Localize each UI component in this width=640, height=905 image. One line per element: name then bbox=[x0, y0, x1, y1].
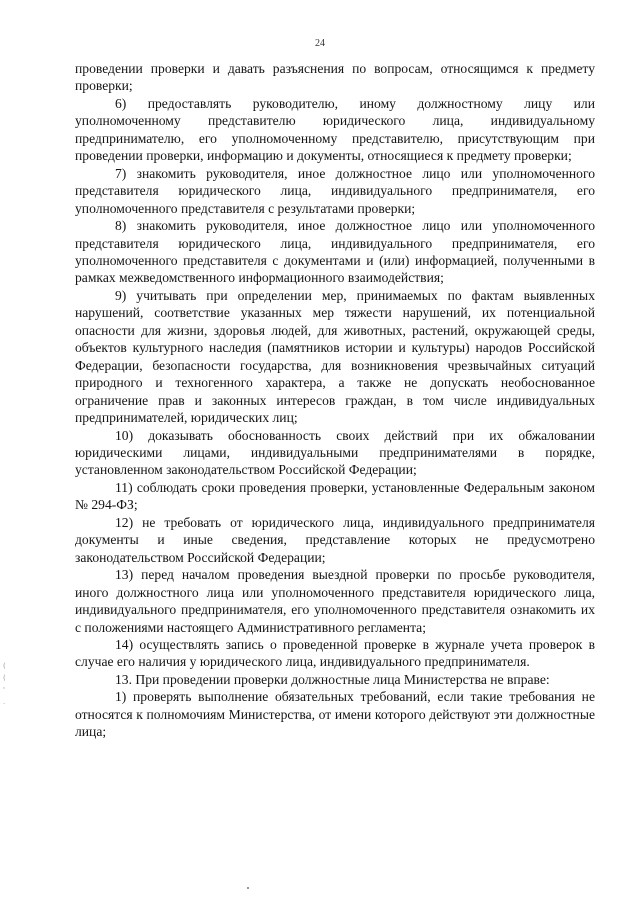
document-body bbox=[75, 60, 595, 741]
paragraph-item-9: 9) учитывать при определении мер, принимаемых по фактам выявленных нарушений, соответствие указанных мер тяжести нарушений, их потенциальной опасности для жизни, здоровья людей, для животных, растений, окружающей среды, объектов культурного наследия (памятников истории и культуры) народов Российской Федерации, безопасности государства, для возникновения чрезвычайных ситуаций природного и техногенного характера, а также не допускать необоснованное ограничение прав и законных интересов граждан, в том числе индивидуальных предпринимателей, юридических лиц; bbox=[75, 287, 595, 426]
edge-mark: . bbox=[3, 698, 6, 706]
edge-mark: ' bbox=[3, 686, 5, 694]
paragraph-item-6: 6) предоставлять руководителю, иному должностному лицу или уполномоченному представителю юридического лица, индивидуальному предпринимателю, его уполномоченному представителю, присутствующим при проведении проверки, информацию и документы, относящиеся к предмету проверки; bbox=[75, 95, 595, 164]
edge-mark: ( bbox=[3, 662, 6, 670]
page-number: 24 bbox=[315, 38, 325, 49]
paragraph-item-7: 7) знакомить руководителя, иное должностное лицо или уполномоченного представителя юридического лица, индивидуального предпринимателя, его уполномоченного представителя с результатами проверки; bbox=[75, 165, 595, 216]
paragraph-continuation: проведении проверки и давать разъяснения по вопросам, относящимся к предмету проверки; bbox=[75, 61, 595, 94]
paragraph-section-13: 13. При проведении проверки должностные лица Министерства не вправе: bbox=[115, 671, 550, 687]
paragraph-item-8: 8) знакомить руководителя, иное должностное лицо или уполномоченного представителя юридического лица, индивидуального предпринимателя, его уполномоченного представителя с документами и (или) информацией, полученными в рамках межведомственного информационного взаимодействия; bbox=[75, 218, 595, 286]
paragraph-subitem-1: 1) проверять выполнение обязательных требований, если такие требования не относятся к полномочиям Министерства, от имени которого действуют эти должностные лица; bbox=[75, 689, 595, 740]
scan-speck bbox=[247, 887, 249, 889]
paragraph-item-13: 13) перед началом проведения выездной проверки по просьбе руководителя, иного должностного лица или уполномоченного представителя юридического лица, индивидуального предпринимателя, его уполномоченного представителя ознакомить их с положениями настоящего Административного регламента; bbox=[75, 567, 595, 635]
edge-mark: ( bbox=[3, 674, 6, 682]
paragraph-item-11: 11) соблюдать сроки проведения проверки, установленные Федеральным законом № 294-ФЗ; bbox=[75, 479, 595, 513]
paragraph-item-10: 10) доказывать обоснованность своих действий при их обжаловании юридическими лицами, индивидуальными предпринимателями в порядке, установленном законодательством Российской Федерации; bbox=[75, 427, 595, 478]
paragraph-item-12: 12) не требовать от юридического лица, индивидуального предпринимателя документы и иные сведения, представление которых не предусмотрено законодательством Российской Федерации; bbox=[75, 514, 595, 565]
paragraph-item-14: 14) осуществлять запись о проведенной проверке в журнале учета проверок в случае его наличия у юридического лица, индивидуального предпринимателя. bbox=[75, 636, 595, 670]
scan-edge-marks bbox=[3, 660, 6, 708]
